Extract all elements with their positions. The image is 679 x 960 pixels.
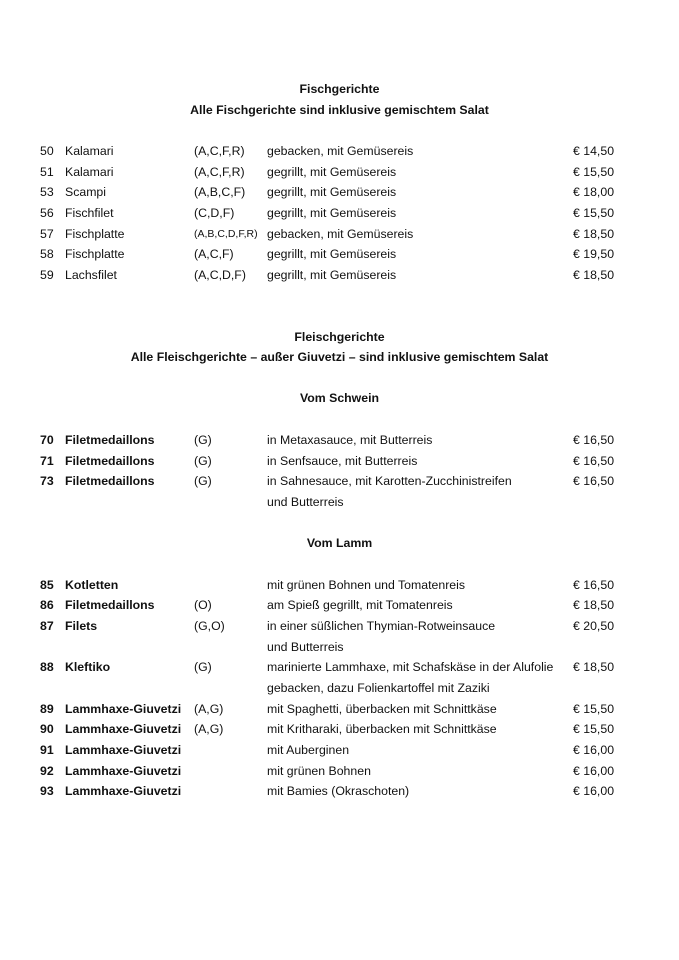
item-name: Kotletten [65,578,119,592]
menu-item [0,764,679,784]
item-description: am Spieß gegrillt, mit Tomatenreis [267,598,453,612]
item-description: mit Spaghetti, überbacken mit Schnittkäse [267,702,497,716]
menu-item [0,598,679,618]
item-price: € 16,50 [573,454,615,468]
item-price: € 20,50 [573,619,615,633]
item-number: 73 [40,474,54,488]
item-price: € 18,50 [573,227,615,241]
item-allergens: (G) [194,454,212,468]
item-description: in Sahnesauce, mit Karotten-Zucchinistreifen [267,474,512,488]
lamb-section-title: Vom Lamm [306,536,373,550]
item-number: 87 [40,619,54,633]
item-name: Scampi [65,185,107,199]
item-description: gegrillt, mit Gemüsereis [267,268,397,282]
menu-item [0,185,679,205]
item-price: € 16,00 [573,764,615,778]
item-price: € 16,50 [573,578,615,592]
item-number: 85 [40,578,54,592]
item-allergens: (O) [194,598,212,612]
item-description: marinierte Lammhaxe, mit Schafskäse in der Alufolie [267,660,554,674]
menu-item-continuation [0,495,679,515]
menu-item [0,474,679,494]
menu-item [0,433,679,453]
item-number: 86 [40,598,54,612]
item-number: 88 [40,660,54,674]
item-description-continued: und Butterreis [267,640,344,654]
item-number: 59 [40,268,54,282]
fish-section-subtitle: Alle Fischgerichte sind inklusive gemischtem Salat [190,103,489,117]
menu-item [0,784,679,804]
item-allergens: (A,G) [194,722,224,736]
item-number: 70 [40,433,54,447]
item-allergens: (G) [194,433,212,447]
pork-section-title: Vom Schwein [299,391,380,405]
item-description: gegrillt, mit Gemüsereis [267,165,397,179]
fish-section-title: Fischgerichte [299,82,380,96]
item-allergens: (A,C,D,F) [194,268,246,282]
item-description: gegrillt, mit Gemüsereis [267,206,397,220]
item-name: Kalamari [65,165,114,179]
item-price: € 15,50 [573,206,615,220]
menu-item [0,165,679,185]
item-description-continued: und Butterreis [267,495,344,509]
item-number: 90 [40,722,54,736]
item-price: € 18,00 [573,185,615,199]
item-allergens: (G) [194,660,212,674]
item-number: 92 [40,764,54,778]
item-name: Lammhaxe-Giuvetzi [65,743,182,757]
item-name: Lachsfilet [65,268,117,282]
item-description: in Senfsauce, mit Butterreis [267,454,418,468]
item-price: € 16,50 [573,474,615,488]
menu-item [0,743,679,763]
item-price: € 16,00 [573,784,615,798]
item-number: 91 [40,743,54,757]
menu-item [0,660,679,680]
item-allergens: (G) [194,474,212,488]
item-description: gebacken, mit Gemüsereis [267,144,414,158]
menu-item [0,454,679,474]
menu-item [0,619,679,639]
menu-item-continuation [0,681,679,701]
item-allergens: (A,C,F,R) [194,144,245,158]
item-price: € 16,00 [573,743,615,757]
item-name: Kalamari [65,144,114,158]
menu-item [0,206,679,226]
item-description: gebacken, mit Gemüsereis [267,227,414,241]
item-allergens: (C,D,F) [194,206,235,220]
item-price: € 16,50 [573,433,615,447]
item-number: 89 [40,702,54,716]
item-allergens: (A,B,C,D,F,R) [194,228,258,240]
item-description: gegrillt, mit Gemüsereis [267,185,397,199]
item-name: Lammhaxe-Giuvetzi [65,702,182,716]
item-name: Filetmedaillons [65,474,155,488]
item-price: € 18,50 [573,598,615,612]
menu-item [0,702,679,722]
item-number: 50 [40,144,54,158]
item-number: 93 [40,784,54,798]
item-allergens: (A,C,F) [194,247,234,261]
meat-section-subtitle: Alle Fleischgerichte – außer Giuvetzi – sind inklusive gemischtem Salat [130,350,549,364]
item-name: Fischplatte [65,247,125,261]
item-price: € 15,50 [573,722,615,736]
item-name: Filetmedaillons [65,598,155,612]
menu-item-continuation [0,640,679,660]
item-price: € 14,50 [573,144,615,158]
item-name: Lammhaxe-Giuvetzi [65,764,182,778]
item-number: 58 [40,247,54,261]
item-description: mit Auberginen [267,743,350,757]
item-price: € 15,50 [573,165,615,179]
item-name: Filetmedaillons [65,454,155,468]
item-name: Filets [65,619,98,633]
item-price: € 19,50 [573,247,615,261]
item-number: 71 [40,454,54,468]
item-name: Fischplatte [65,227,125,241]
item-description: in einer süßlichen Thymian-Rotweinsauce [267,619,496,633]
item-number: 57 [40,227,54,241]
menu-item [0,268,679,288]
item-description: mit Kritharaki, überbacken mit Schnittkäse [267,722,497,736]
item-number: 56 [40,206,54,220]
item-name: Kleftiko [65,660,111,674]
item-name: Lammhaxe-Giuvetzi [65,784,182,798]
item-description: in Metaxasauce, mit Butterreis [267,433,433,447]
item-price: € 18,50 [573,268,615,282]
item-name: Lammhaxe-Giuvetzi [65,722,182,736]
menu-item [0,578,679,598]
item-description: mit grünen Bohnen und Tomatenreis [267,578,466,592]
item-allergens: (G,O) [194,619,225,633]
meat-section-title: Fleischgerichte [294,330,385,344]
item-name: Filetmedaillons [65,433,155,447]
item-allergens: (A,B,C,F) [194,185,246,199]
item-allergens: (A,C,F,R) [194,165,245,179]
menu-item [0,247,679,267]
menu-item [0,144,679,164]
item-name: Fischfilet [65,206,114,220]
menu-item [0,227,679,247]
item-description: mit Bamies (Okraschoten) [267,784,410,798]
item-description: gegrillt, mit Gemüsereis [267,247,397,261]
item-description: mit grünen Bohnen [267,764,371,778]
item-number: 51 [40,165,54,179]
item-allergens: (A,G) [194,702,224,716]
item-price: € 18,50 [573,660,615,674]
menu-item [0,722,679,742]
item-description-continued: gebacken, dazu Folienkartoffel mit Zaziki [267,681,490,695]
item-price: € 15,50 [573,702,615,716]
item-number: 53 [40,185,54,199]
